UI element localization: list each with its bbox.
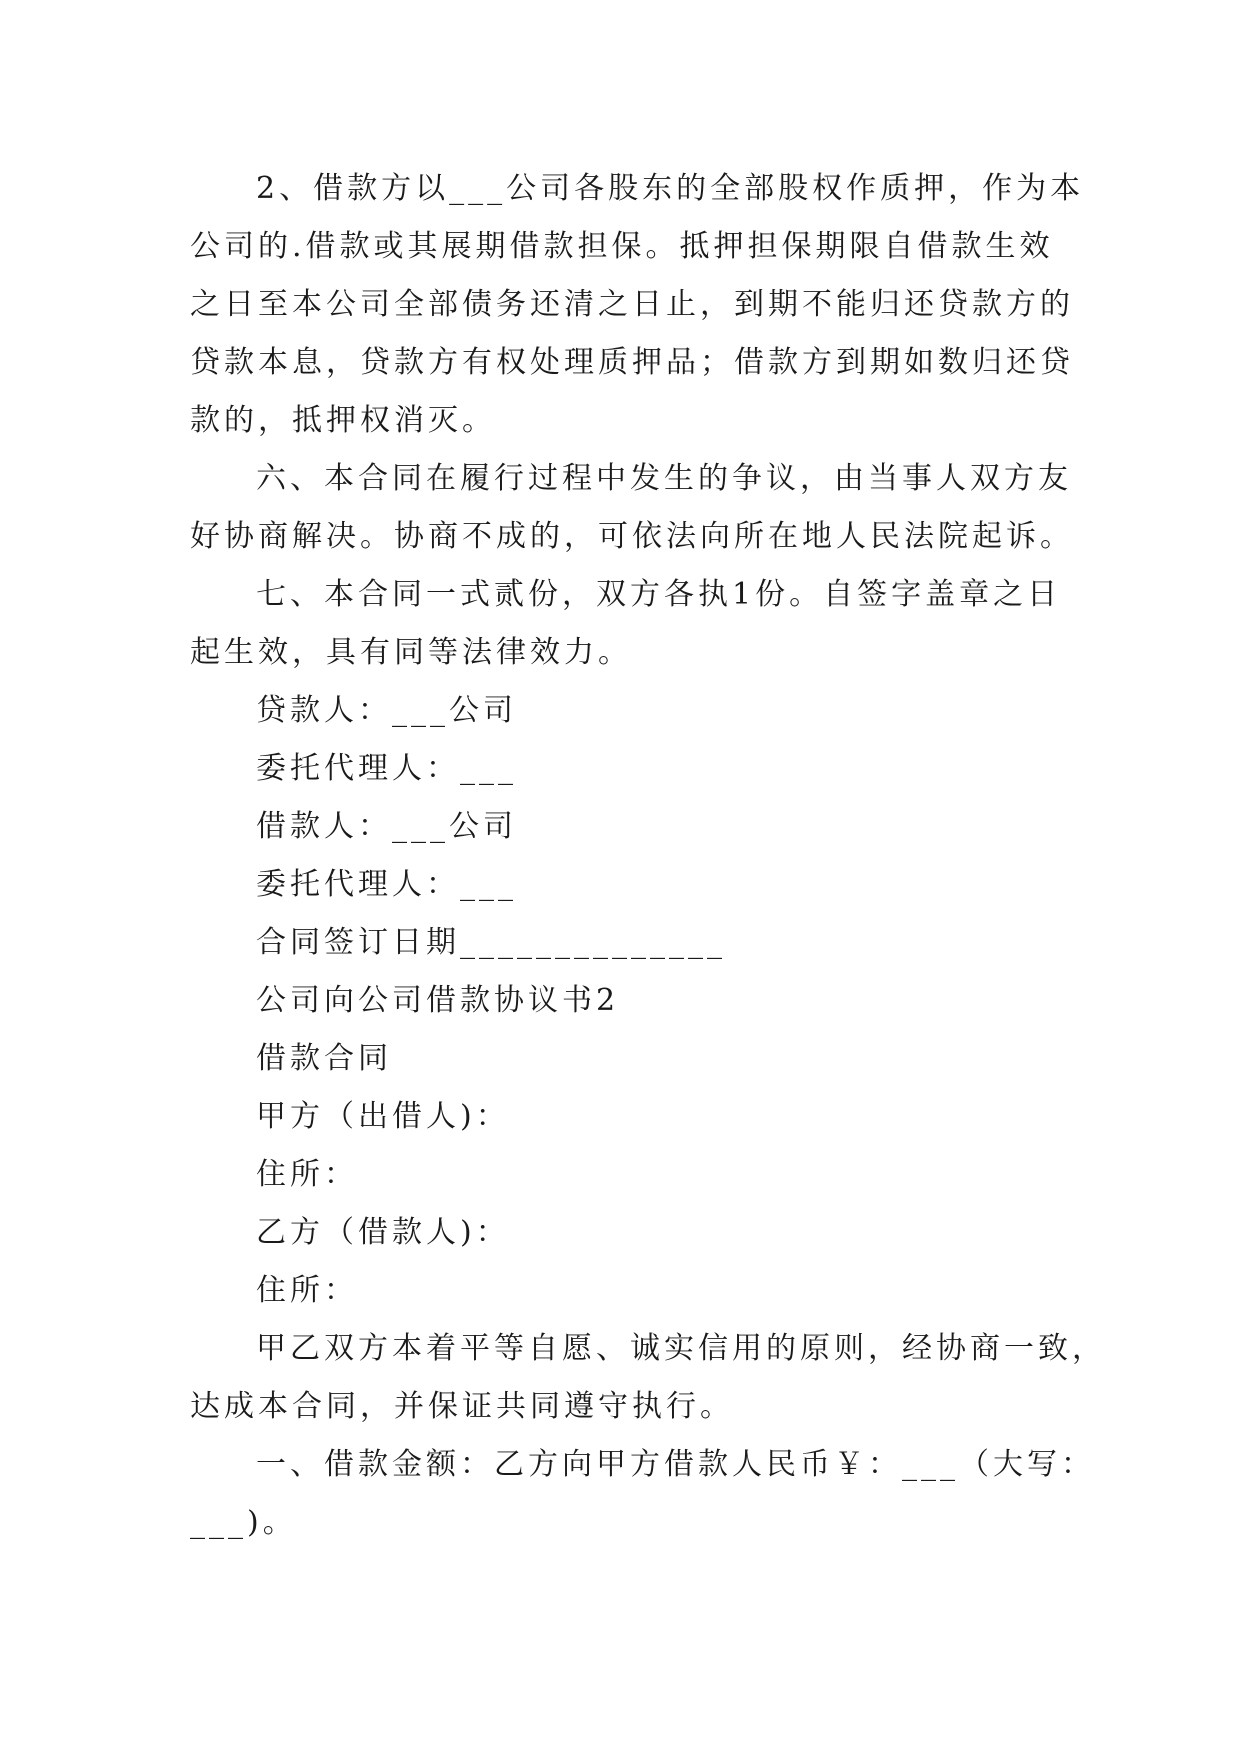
text-line: 合同签订日期______________	[256, 925, 726, 960]
text-line: 乙方（借款人)：	[256, 1215, 510, 1250]
document-body	[190, 160, 1106, 1552]
text-line: 甲方（出借人)：	[256, 1099, 510, 1134]
text-line: 之日至本公司全部债务还清之日止，到期不能归还贷款方的	[190, 287, 1074, 322]
text-line: 一、借款金额：乙方向甲方借款人民币￥：___（大写：	[256, 1447, 1095, 1482]
text-line: 款的，抵押权消灭。	[190, 403, 496, 438]
text-line: 贷款人：___公司	[256, 693, 517, 728]
text-line: 起生效，具有同等法律效力。	[190, 635, 632, 670]
text-line: 好协商解决。协商不成的，可依法向所在地人民法院起诉。	[190, 519, 1074, 554]
text-line: 七、本合同一式贰份，双方各执1份。自签字盖章之日	[256, 577, 1062, 612]
text-line: 委托代理人：___	[256, 867, 517, 902]
text-line: 委托代理人：___	[256, 751, 517, 786]
text-line: 公司向公司借款协议书2	[256, 983, 620, 1018]
text-line: ___)。	[190, 1505, 297, 1540]
text-line: 借款合同	[256, 1041, 392, 1076]
text-line: 达成本合同，并保证共同遵守执行。	[190, 1389, 734, 1424]
text-line: 2、借款方以___公司各股东的全部股权作质押，作为本	[256, 171, 1085, 206]
text-line: 公司的.借款或其展期借款担保。抵押担保期限自借款生效	[190, 229, 1054, 264]
text-line: 住所：	[256, 1157, 358, 1192]
text-line: 借款人：___公司	[256, 809, 517, 844]
text-line: 住所：	[256, 1273, 358, 1308]
text-line: 贷款本息，贷款方有权处理质押品；借款方到期如数归还贷	[190, 345, 1074, 380]
text-line: 六、本合同在履行过程中发生的争议，由当事人双方友	[256, 461, 1072, 496]
text-line: 甲乙双方本着平等自愿、诚实信用的原则，经协商一致，	[256, 1331, 1106, 1366]
